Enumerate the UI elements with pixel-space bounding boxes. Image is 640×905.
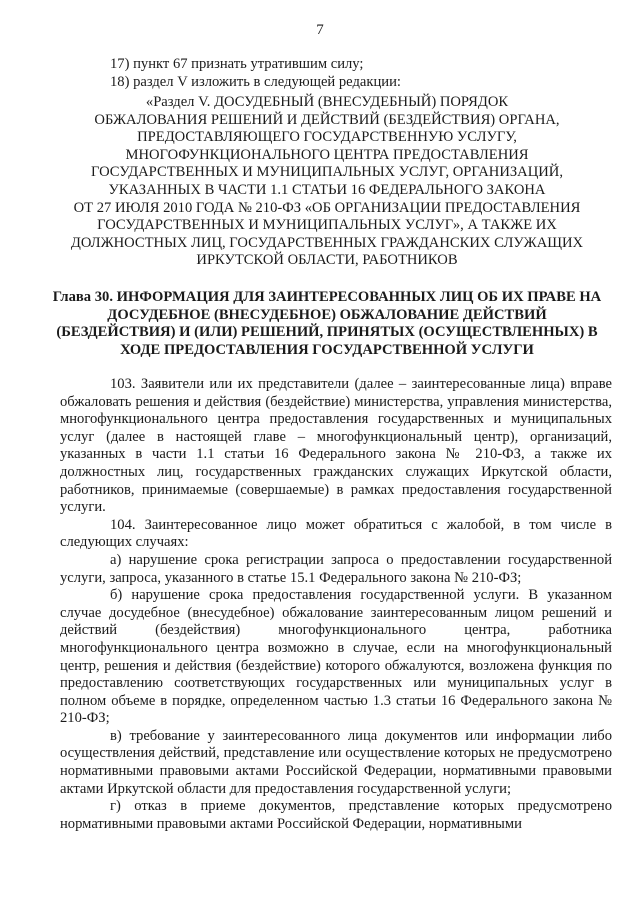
section-heading-line: ГОСУДАРСТВЕННЫХ И МУНИЦИПАЛЬНЫХ УСЛУГ, ОРГАНИЗАЦИЙ, (91, 164, 563, 181)
chapter-heading-line: ДОСУДЕБНОЕ (ВНЕСУДЕБНОЕ) ОБЖАЛОВАНИЕ ДЕЙСТВИЙ (107, 306, 547, 323)
paragraph-104: 104. Заинтересованное лицо может обратиться с жалобой, в том числе в следующих случаях: (60, 516, 612, 551)
list-item-17: 17) пункт 67 признать утратившим силу; (110, 56, 364, 72)
section-heading (52, 94, 602, 270)
paragraph-104-v: в) требование у заинтересованного лица документов или информации либо осуществления действий, представление или осуществление которых не предусмотрено нормативными правовыми актами Российской Федерации, нормативными правовыми актами Иркутской области для предоставления государственной услуги; (60, 727, 612, 797)
section-heading-line: ДОЛЖНОСТНЫХ ЛИЦ, ГОСУДАРСТВЕННЫХ ГРАЖДАНСКИХ СЛУЖАЩИХ (70, 234, 584, 251)
section-heading-line: УКАЗАННЫХ В ЧАСТИ 1.1 СТАТЬИ 16 ФЕДЕРАЛЬНОГО ЗАКОНА (108, 181, 546, 198)
paragraph-104-a: а) нарушение срока регистрации запроса о предоставлении государственной услуги, запроса, указанного в статье 15.1 Федерального закона № 210-ФЗ; (60, 551, 612, 586)
chapter-heading-line: ХОДЕ ПРЕДОСТАВЛЕНИЯ ГОСУДАРСТВЕННОЙ УСЛУГИ (120, 341, 534, 358)
body-text (60, 376, 612, 833)
section-heading-line: ОБЖАЛОВАНИЯ РЕШЕНИЙ И ДЕЙСТВИЙ (БЕЗДЕЙСТВИЯ) ОРГАНА, (94, 111, 560, 128)
list-item-18: 18) раздел V изложить в следующей редакции: (110, 74, 401, 90)
section-heading-line: ПРЕДОСТАВЛЯЮЩЕГО ГОСУДАРСТВЕННУЮ УСЛУГУ, (137, 129, 517, 146)
chapter-heading-line: (БЕЗДЕЙСТВИЯ) И (ИЛИ) РЕШЕНИЙ, ПРИНЯТЫХ (ОСУЩЕСТВЛЕННЫХ) В (56, 324, 598, 341)
page-number: 7 (316, 22, 324, 38)
section-heading-line: «Раздел V. ДОСУДЕБНЫЙ (ВНЕСУДЕБНЫЙ) ПОРЯДОК (145, 94, 509, 110)
section-heading-line: ИРКУТСКОЙ ОБЛАСТИ, РАБОТНИКОВ (196, 252, 458, 269)
section-heading-line: ГОСУДАРСТВЕННЫХ И МУНИЦИПАЛЬНЫХ УСЛУГ», А ТАКЖЕ ИХ (97, 217, 557, 234)
section-heading-line: МНОГОФУНКЦИОНАЛЬНОГО ЦЕНТРА ПРЕДОСТАВЛЕНИЯ (125, 146, 529, 163)
chapter-heading (52, 289, 602, 359)
section-heading-line: ОТ 27 ИЮЛЯ 2010 ГОДА № 210-ФЗ «ОБ ОРГАНИЗАЦИИ ПРЕДОСТАВЛЕНИЯ (73, 199, 581, 216)
paragraph-104-b: б) нарушение срока предоставления государственной услуги. В указанном случае досудебное (внесудебное) обжалование заинтересованным лицом решений и действий (бездействия) многофункционального центра, работника многофункционального центра возможно в случае, если на многофункциональный центр, решения и действия (бездействие) которого обжалуются, возложена функция по предоставлению соответствующих государственных или муниципальных услуг в полном объеме в порядке, определенном частью 1.3 статьи 16 Федерального закона № 210-ФЗ; (60, 587, 612, 727)
paragraph-103: 103. Заявители или их представители (далее – заинтересованные лица) вправе обжаловать решения и действия (бездействие) министерства, управления министерства, многофункционального центра предоставления государственных и муниципальных услуг (далее в настоящей главе – многофункциональный центр), организаций, указанных в части 1.1 статьи 16 Федерального закона № 210-ФЗ, а также их должностных лиц, государственных гражданских служащих Иркутской области, работников, принимаемые (совершаемые) в рамках предоставления государственной услуги. (60, 376, 612, 516)
paragraph-104-g: г) отказ в приеме документов, представление которых предусмотрено нормативными правовыми актами Российской Федерации, нормативными (60, 798, 612, 832)
chapter-heading-line: Глава 30. ИНФОРМАЦИЯ ДЛЯ ЗАИНТЕРЕСОВАННЫХ ЛИЦ ОБ ИХ ПРАВЕ НА (52, 289, 602, 305)
